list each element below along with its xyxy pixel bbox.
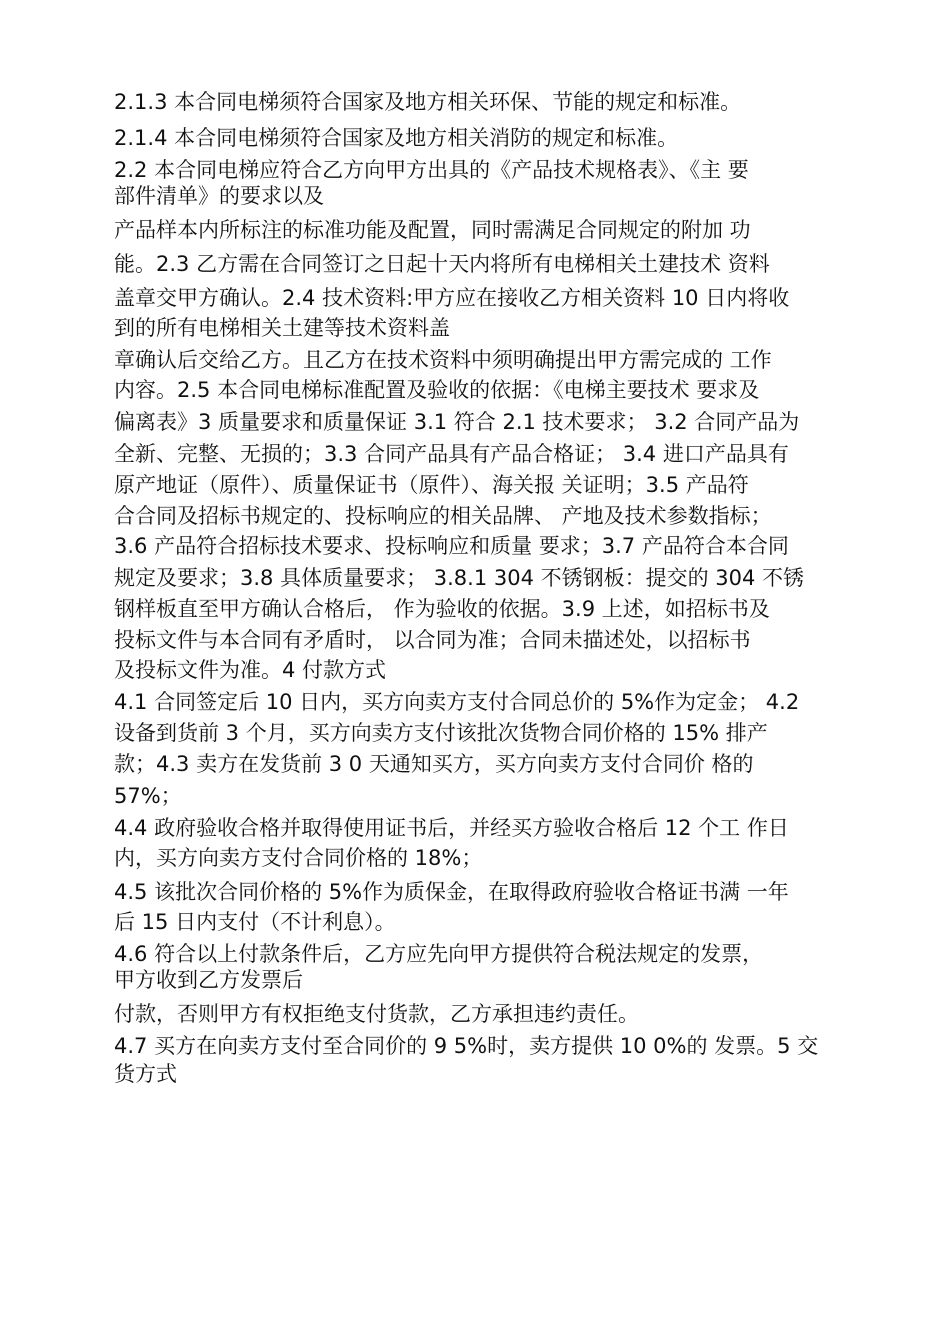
text-line: 部件清单》的要求以及 xyxy=(114,184,324,208)
text-line: 全新、完整、无损的；3.3 合同产品具有产品合格证； 3.4 进口产品具有 xyxy=(114,442,789,466)
text-line: 后 15 日内支付（不计利息）。 xyxy=(114,910,396,934)
text-line: 57%； xyxy=(114,784,182,808)
text-line: 产品样本内所标注的标准功能及配置，同时需满足合同规定的附加 功 xyxy=(114,218,751,242)
text-line: 2.2 本合同电梯应符合乙方向甲方出具的《产品技术规格表》、《主 要 xyxy=(114,158,749,182)
text-line: 投标文件与本合同有矛盾时， 以合同为准；合同未描述处，以招标书 xyxy=(114,628,751,652)
text-line: 规定及要求；3.8 具体质量要求； 3.8.1 304 不锈钢板：提交的 304 不锈 xyxy=(114,566,805,590)
text-line: 设备到货前 3 个月，买方向卖方支付该批次货物合同价格的 15% 排产 xyxy=(114,721,768,745)
text-line: 偏离表》3 质量要求和质量保证 3.1 符合 2.1 技术要求； 3.2 合同产品为 xyxy=(114,410,800,434)
text-line: 章确认后交给乙方。且乙方在技术资料中须明确提出甲方需完成的 工作 xyxy=(114,348,772,372)
text-line: 4.1 合同签定后 10 日内，买方向卖方支付合同总价的 5%作为定金； 4.2 xyxy=(114,690,800,714)
text-line: 钢样板直至甲方确认合格后， 作为验收的依据。3.9 上述，如招标书及 xyxy=(114,597,770,621)
text-line: 4.4 政府验收合格并取得使用证书后，并经买方验收合格后 12 个工 作日 xyxy=(114,816,789,840)
text-line: 2.1.3 本合同电梯须符合国家及地方相关环保、节能的规定和标准。 xyxy=(114,90,742,114)
text-line: 货方式 xyxy=(114,1062,177,1086)
text-line: 付款，否则甲方有权拒绝支付货款，乙方承担违约责任。 xyxy=(114,1002,639,1026)
text-line: 能。2.3 乙方需在合同签订之日起十天内将所有电梯相关土建技术 资料 xyxy=(114,252,770,276)
text-line: 盖章交甲方确认。2.4 技术资料:甲方应在接收乙方相关资料 10 日内将收 xyxy=(114,286,790,310)
text-line: 款；4.3 卖方在发货前 3 0 天通知买方，买方向卖方支付合同价 格的 xyxy=(114,752,754,776)
text-line: 3.6 产品符合招标技术要求、投标响应和质量 要求；3.7 产品符合本合同 xyxy=(114,534,789,558)
text-line: 4.7 买方在向卖方支付至合同价的 9 5%时，卖方提供 10 0%的 发票。5 交 xyxy=(114,1034,819,1058)
text-line: 4.6 符合以上付款条件后，乙方应先向甲方提供符合税法规定的发票， xyxy=(114,942,764,966)
text-line: 甲方收到乙方发票后 xyxy=(114,968,303,992)
text-line: 到的所有电梯相关土建等技术资料盖 xyxy=(114,316,450,340)
text-line: 合合同及招标书规定的、投标响应的相关品牌、 产地及技术参数指标； xyxy=(114,504,772,528)
text-line: 内容。2.5 本合同电梯标准配置及验收的依据：《电梯主要技术 要求及 xyxy=(114,378,760,402)
text-line: 4.5 该批次合同价格的 5%作为质保金，在取得政府验收合格证书满 一年 xyxy=(114,880,789,904)
text-line: 及投标文件为准。4 付款方式 xyxy=(114,658,387,682)
text-line: 原产地证（原件）、质量保证书（原件）、海关报 关证明；3.5 产品符 xyxy=(114,473,749,497)
text-line: 2.1.4 本合同电梯须符合国家及地方相关消防的规定和标准。 xyxy=(114,126,679,150)
text-line: 内，买方向卖方支付合同价格的 18%； xyxy=(114,846,483,870)
